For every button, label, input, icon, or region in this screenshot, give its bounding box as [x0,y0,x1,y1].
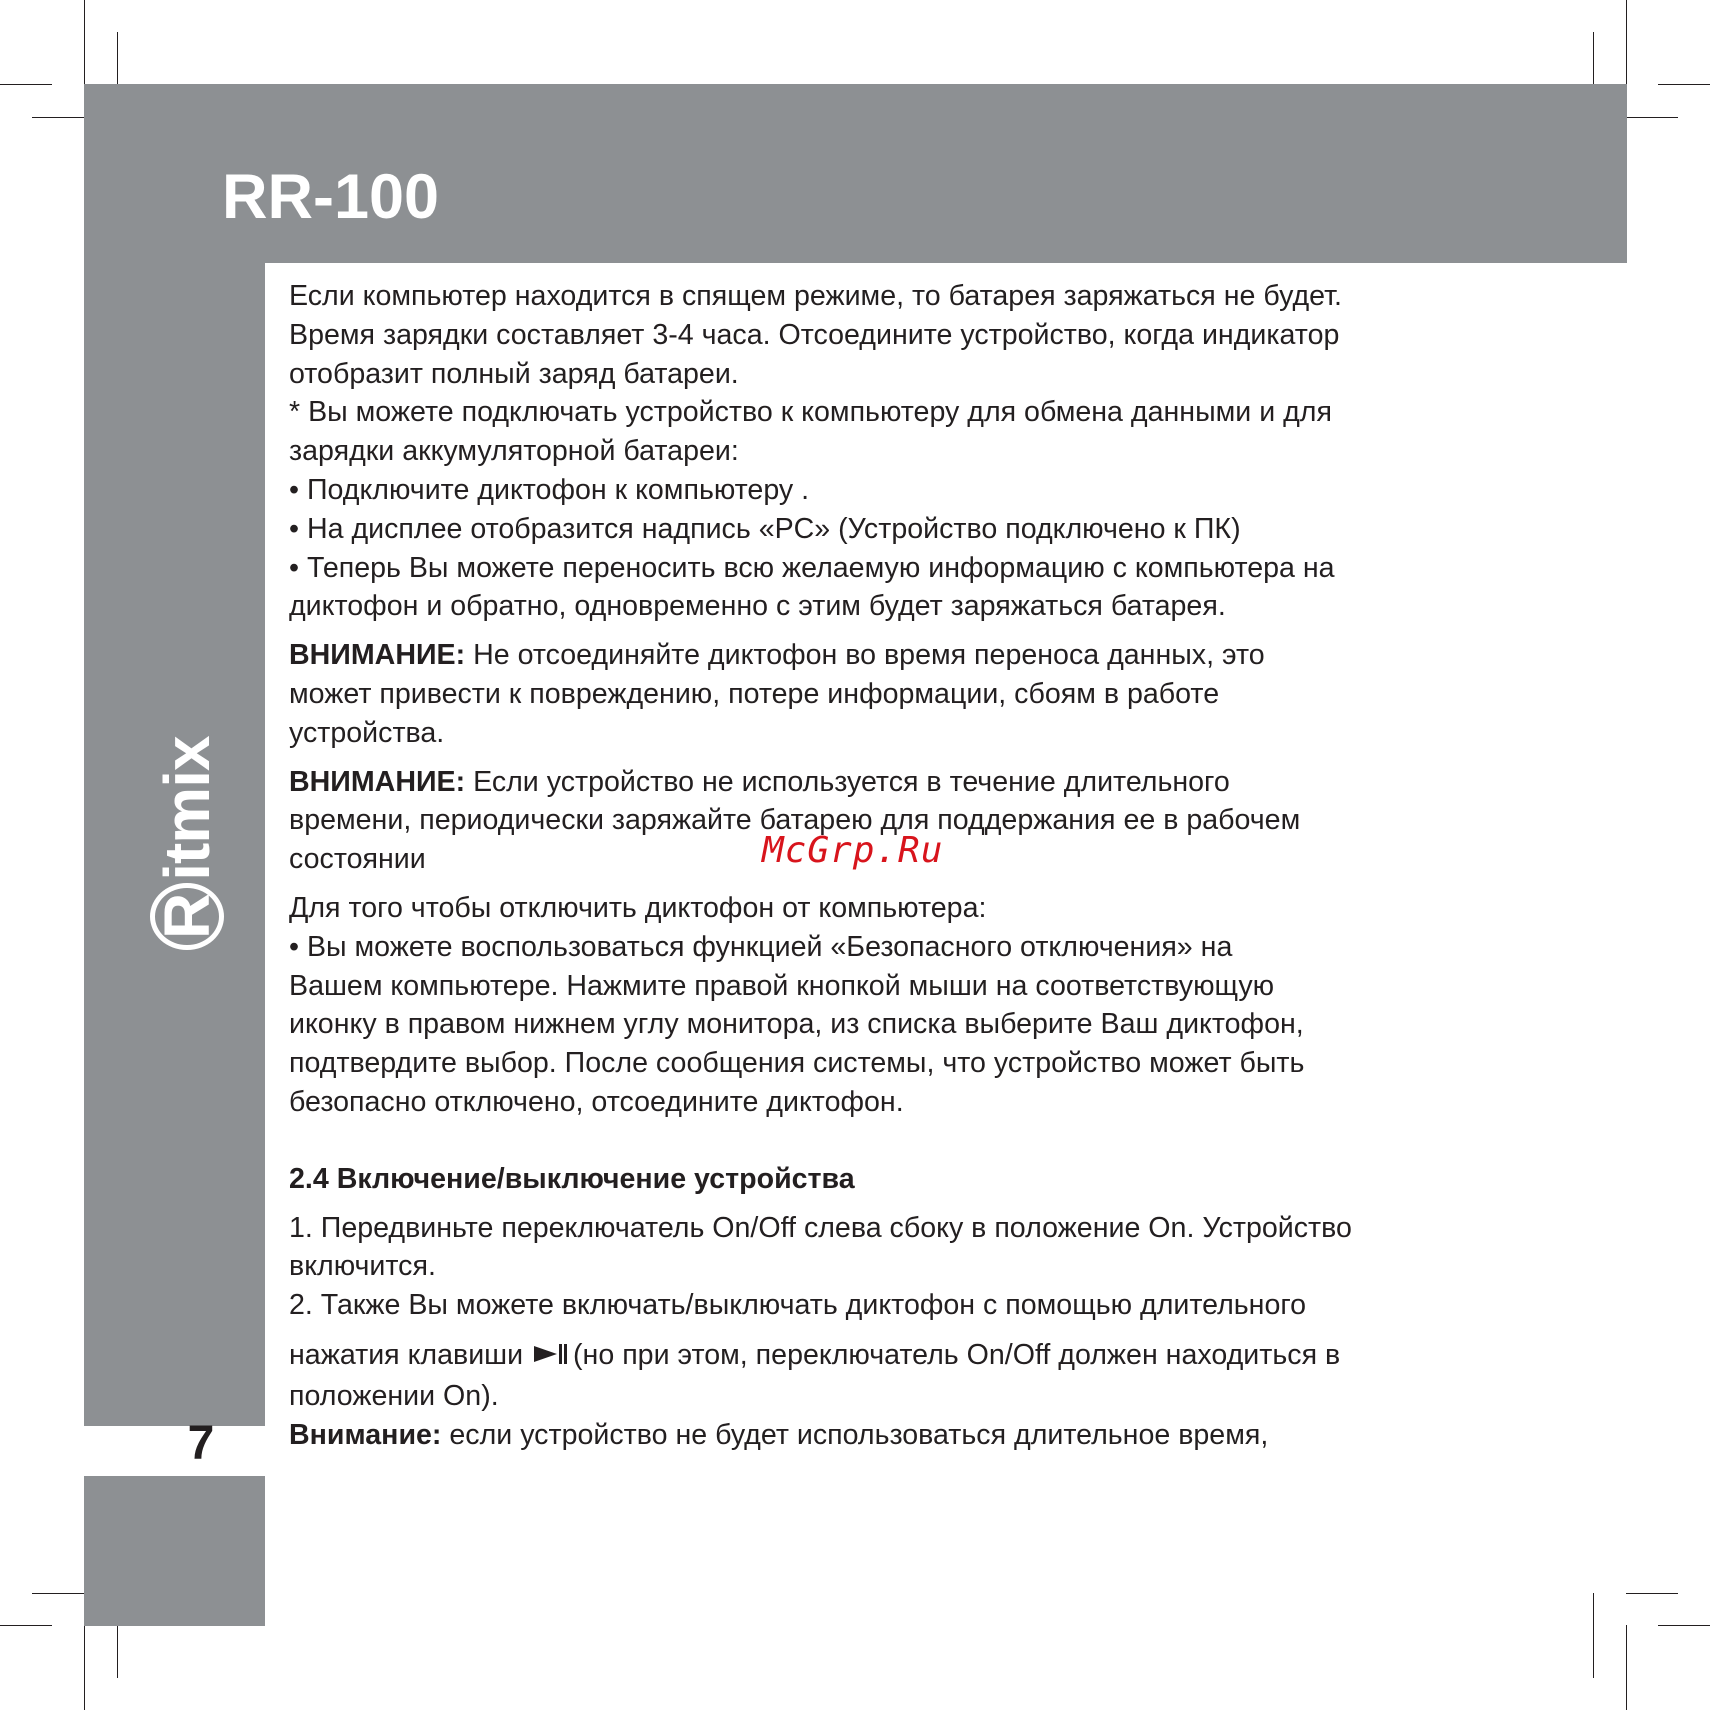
note-text: если устройство не будет использоваться длительное время, [441,1418,1269,1451]
text-line: 2. Также Вы можете включать/выключать диктофон с помощью длительного [289,1289,1307,1322]
crop-mark [1626,1625,1627,1710]
text-line: может привести к повреждению, потере информации, сбоям в работе [289,677,1220,710]
text-line: подтвердите выбор. После сообщения системы, что устройство может быть [289,1047,1305,1080]
warning-text: Не отсоединяйте диктофон во время переноса данных, это [465,639,1265,672]
text-line: Время зарядки составляет 3-4 часа. Отсоедините устройство, когда индикатор [289,318,1340,351]
text-line: отобразит полный заряд батареи. [289,357,739,390]
bullet-item: • Вы можете воспользоваться функцией «Безопасного отключения» на [289,930,1233,963]
crop-mark [1658,1625,1710,1626]
warning-text: Если устройство не используется в течение длительного [465,765,1230,798]
note-label: Внимание: [289,1418,442,1451]
crop-mark [1658,84,1710,85]
crop-mark [32,1593,84,1594]
text-line: положении On). [289,1379,499,1412]
bullet-item: • На дисплее отобразится надпись «PC» (Устройство подключено к ПК) [289,512,1241,545]
text-segment: нажатия клавиши [289,1338,532,1371]
warning-label: ВНИМАНИЕ: [289,765,466,798]
crop-mark [84,1625,85,1710]
text-line: диктофон и обратно, одновременно с этим будет заряжаться батарея. [289,590,1226,623]
crop-mark [0,1625,52,1626]
page-number: 7 [187,1417,215,1470]
warning-paragraph [289,763,1529,802]
warning-label: ВНИМАНИЕ: [289,639,466,672]
warning-paragraph [289,636,1529,675]
text-line [289,1336,1529,1377]
section-heading: 2.4 Включение/выключение устройства [289,1162,855,1195]
note-paragraph [289,1416,1529,1455]
text-line: состоянии [289,843,426,876]
text-line: * Вы можете подключать устройство к компьютеру для обмена данными и для [289,396,1332,429]
crop-mark [1593,1593,1594,1678]
text-line: зарядки аккумуляторной батареи: [289,435,739,468]
watermark: McGrp.Ru [762,830,944,871]
page-title: RR-100 [222,162,440,232]
logo-r-ring-icon: R [150,883,224,950]
bullet-item: • Теперь Вы можете переносить всю желаемую информацию с компьютера на [289,551,1335,584]
text-line: времени, периодически заряжайте батарею для поддержания ее в рабочем [289,804,1301,837]
text-segment: (но при этом, переключатель On/Off должен находиться в [573,1338,1341,1371]
sidebar-band-bottom [84,1476,265,1626]
text-line: включится. [289,1250,436,1283]
crop-mark [1626,1593,1678,1594]
crop-mark [84,0,85,85]
crop-mark [0,84,52,85]
text-line: Если компьютер находится в спящем режиме, то батарея заряжаться не будет. [289,280,1342,312]
text-line: Вашем компьютере. Нажмите правой кнопкой мыши на соответствующую [289,969,1275,1002]
bullet-item: • Подключите диктофон к компьютеру . [289,473,810,506]
text-line: устройства. [289,716,445,749]
crop-mark [32,117,84,118]
brand-logo: Ritmix [150,736,224,950]
text-line: Для того чтобы отключить диктофон от компьютера: [289,891,987,924]
play-pause-icon [533,1338,569,1377]
crop-mark [1626,0,1627,85]
text-line: безопасно отключено, отсоедините диктофон. [289,1085,904,1118]
text-line: иконку в правом нижнем углу монитора, из списка выберите Ваш диктофон, [289,1008,1304,1041]
text-line: 1. Передвиньте переключатель On/Off слева сбоку в положение On. Устройство [289,1211,1352,1244]
crop-mark [1626,117,1678,118]
